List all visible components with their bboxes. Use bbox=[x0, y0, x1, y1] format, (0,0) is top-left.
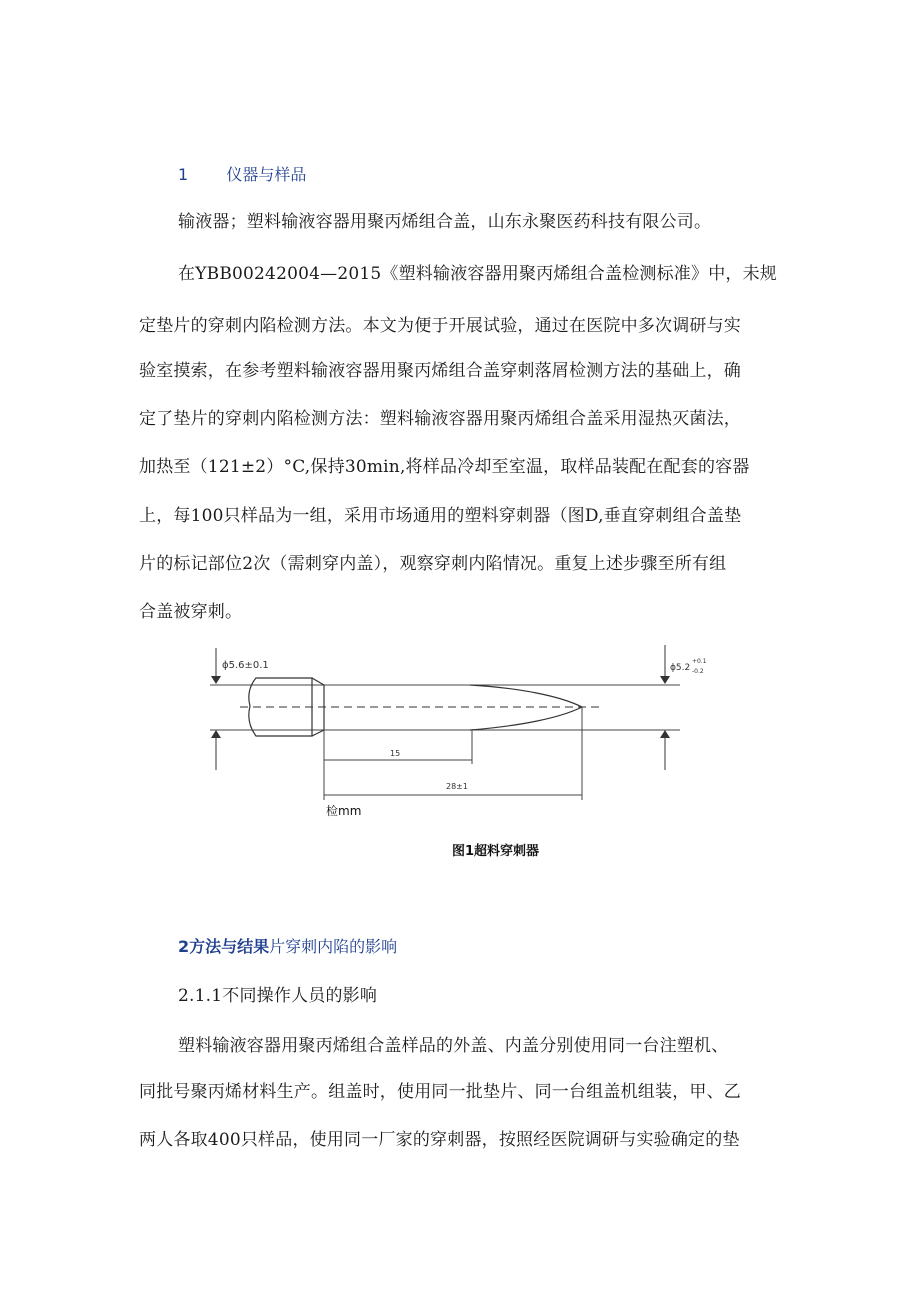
paragraph-method-line: 定了垫片的穿刺内陷检测方法：塑料输液容器用聚丙烯组合盖采用湿热灭菌法， bbox=[139, 409, 741, 429]
paragraph-operators-line: 塑料输液容器用聚丙烯组合盖样品的外盖、内盖分别使用同一台注塑机、 bbox=[178, 1036, 729, 1056]
unit-label: 检mm bbox=[326, 804, 362, 818]
right-diameter-label: ɸ5.2 bbox=[670, 663, 691, 673]
handle-taper-bottom bbox=[312, 730, 324, 736]
paragraph-instruments: 输液器；塑料输液容器用聚丙烯组合盖，山东永聚医药科技有限公司。 bbox=[178, 212, 712, 232]
handle-taper-top bbox=[312, 678, 324, 685]
puncture-device-drawing bbox=[200, 640, 707, 820]
subsection-heading: 2.1.1不同操作人员的影响 bbox=[178, 986, 378, 1006]
paragraph-method-line: 在YBB00242004—2015《塑料输液容器用聚丙烯组合盖检测标准》中，未规 bbox=[178, 264, 777, 284]
section-2-title-rest: 片穿刺内陷的影响 bbox=[269, 937, 398, 956]
dim-28-label: 28±1 bbox=[446, 782, 468, 791]
section-1-heading bbox=[178, 162, 306, 185]
left-diameter-label: ɸ5.6±0.1 bbox=[222, 660, 269, 671]
section-1-title: 仪器与样品 bbox=[226, 165, 307, 184]
section-1-number: 1 bbox=[178, 165, 189, 184]
paragraph-method-line: 加热至（121±2）°C,保持30min,将样品冷却至室温，取样品装配在配套的容器 bbox=[139, 457, 750, 477]
paragraph-method-line: 验室摸索，在参考塑料输液容器用聚丙烯组合盖穿刺落屑检测方法的基础上，确 bbox=[139, 361, 741, 381]
right-dim-arrowhead-bottom bbox=[660, 730, 670, 738]
dim-15-label: 15 bbox=[390, 749, 401, 758]
right-dim-arrowhead-top bbox=[660, 676, 670, 684]
section-2-heading bbox=[178, 934, 397, 957]
left-dim-arrowhead-top bbox=[211, 676, 221, 684]
right-tolerance-lower: -0.2 bbox=[692, 668, 704, 675]
paragraph-method-line: 片的标记部位2次（需刺穿内盖），观察穿刺内陷情况。重复上述步骤至所有组 bbox=[139, 554, 727, 574]
paragraph-operators-line: 同批号聚丙烯材料生产。组盖时，使用同一批垫片、同一台组盖机组装，甲、乙 bbox=[139, 1082, 741, 1102]
paragraph-method-line: 定垫片的穿刺内陷检测方法。本文为便于开展试验，通过在医院中多次调研与实 bbox=[139, 316, 741, 336]
paragraph-method-line: 合盖被穿刺。 bbox=[139, 602, 243, 622]
right-tolerance-upper: +0.1 bbox=[692, 658, 707, 665]
paragraph-operators-line: 两人各取400只样品，使用同一厂家的穿刺器，按照经医院调研与实验确定的垫 bbox=[139, 1130, 740, 1150]
section-2-title-bold: 2方法与结果 bbox=[178, 937, 270, 956]
figure-caption: 图1超料穿刺器 bbox=[452, 844, 540, 859]
left-dim-arrowhead-bottom bbox=[211, 730, 221, 738]
paragraph-method-line: 上，每100只样品为一组，采用市场通用的塑料穿刺器（图D,垂直穿刺组合盖垫 bbox=[139, 506, 742, 526]
